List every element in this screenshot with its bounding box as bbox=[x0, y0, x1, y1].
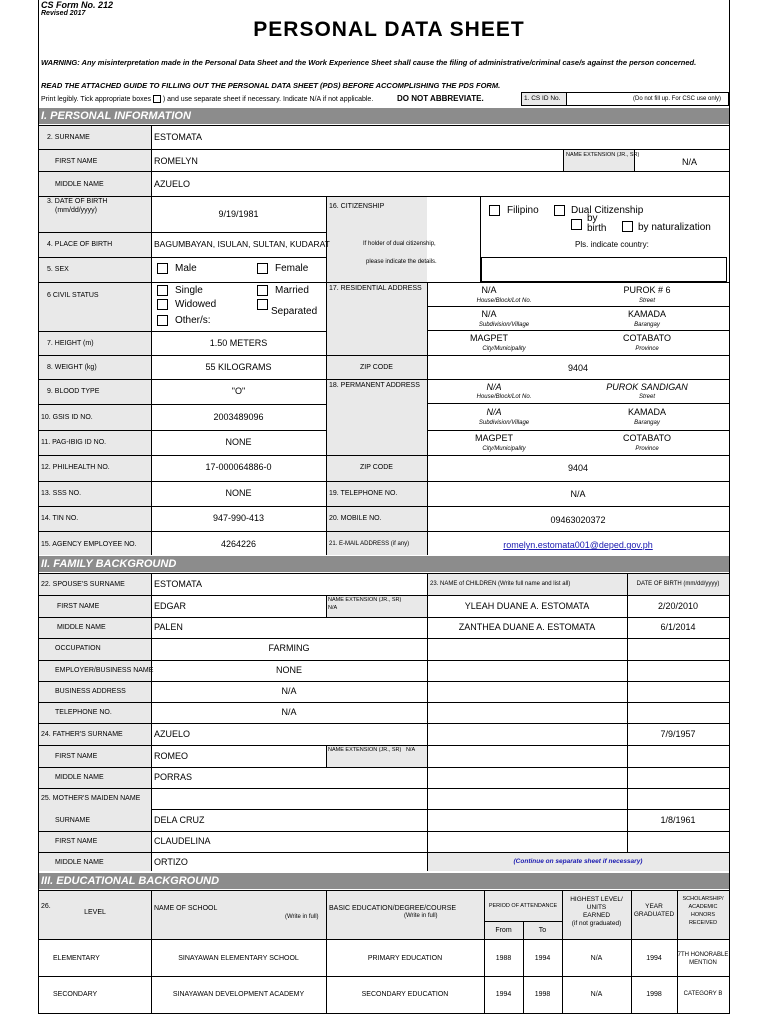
married-label: Married bbox=[275, 285, 309, 296]
mother-surname-label: SURNAME bbox=[55, 817, 91, 824]
mobile-label: 20. MOBILE NO. bbox=[329, 515, 382, 522]
sch-d: RECEIVED bbox=[688, 920, 718, 926]
middle-name-value[interactable]: AZUELO bbox=[154, 179, 191, 189]
perm-house-caption: House/Block/Lot No. bbox=[476, 394, 532, 400]
gsis-label: 10. GSIS ID NO. bbox=[41, 414, 93, 421]
father-middle-label: MIDDLE NAME bbox=[55, 774, 104, 781]
perm-city-value[interactable]: MAGPET bbox=[474, 433, 513, 443]
res-zip-value[interactable]: 9404 bbox=[567, 363, 589, 373]
agency-employee-label: 15. AGENCY EMPLOYEE NO. bbox=[41, 541, 137, 548]
occupation-value[interactable]: FARMING bbox=[268, 643, 310, 653]
dob-format: (mm/dd/yyyy) bbox=[55, 207, 97, 214]
tick-box-sample bbox=[153, 95, 161, 103]
female-label: Female bbox=[275, 263, 309, 274]
secondary-honors[interactable]: CATEGORY B bbox=[683, 991, 723, 997]
form-number: CS Form No. 212 bbox=[41, 0, 114, 10]
read-guide-text: READ THE ATTACHED GUIDE TO FILLING OUT THE PERSONAL DATA SHEET (PDS) BEFORE ACCOMPLISHING THE PDS FORM. bbox=[41, 81, 501, 90]
from-header: From bbox=[495, 927, 512, 934]
height-value[interactable]: 1.50 METERS bbox=[209, 338, 268, 348]
res-province-value[interactable]: COTABATO bbox=[622, 333, 671, 343]
dual-note-a: If holder of dual citizenship, bbox=[363, 241, 436, 247]
elementary-honors[interactable] bbox=[677, 951, 729, 967]
mother-middle-label: MIDDLE NAME bbox=[55, 859, 104, 866]
by-birth-a: by bbox=[587, 213, 598, 224]
street-caption: Street bbox=[638, 298, 655, 304]
father-ext-value[interactable]: N/A bbox=[405, 747, 416, 753]
surname-label: 2. SURNAME bbox=[47, 134, 90, 141]
pob-value[interactable]: BAGUMBAYAN, ISULAN, SULTAN, KUDARAT bbox=[154, 239, 330, 249]
secondary-course[interactable]: SECONDARY EDUCATION bbox=[361, 991, 449, 998]
blood-type-label: 9. BLOOD TYPE bbox=[47, 388, 100, 395]
res-house-value[interactable]: N/A bbox=[481, 285, 497, 295]
perm-barangay-caption: Barangay bbox=[634, 420, 660, 426]
mother-maiden-name-label: 25. MOTHER'S MAIDEN NAME bbox=[41, 795, 141, 802]
telephone-label: 19. TELEPHONE NO. bbox=[329, 490, 398, 497]
cs-id-label-box bbox=[521, 92, 567, 106]
elementary-honors-a: 7TH HONORABLE bbox=[677, 952, 729, 958]
child-1-dob[interactable]: 2/20/2010 bbox=[657, 601, 699, 611]
citizenship-label: 16. CITIZENSHIP bbox=[329, 203, 385, 210]
elementary-level: ELEMENTARY bbox=[53, 955, 100, 962]
highest-level-header bbox=[562, 896, 631, 928]
continue-note: (Continue on separate sheet if necessary) bbox=[513, 858, 643, 865]
perm-street-value[interactable]: PUROK SANDIGAN bbox=[606, 382, 688, 392]
elementary-to[interactable]: 1994 bbox=[534, 955, 551, 962]
female-checkbox[interactable] bbox=[257, 263, 268, 274]
child-1-name[interactable]: YLEAH DUANE A. ESTOMATA bbox=[464, 601, 590, 611]
sch-a: SCHOLARSHIP/ bbox=[682, 896, 724, 902]
father-first-value[interactable]: ROMEO bbox=[154, 751, 189, 761]
father-middle-value[interactable]: PORRAS bbox=[154, 772, 193, 782]
father-dob[interactable]: 7/9/1957 bbox=[660, 729, 696, 739]
elementary-honors-b: MENTION bbox=[689, 960, 717, 966]
country-field[interactable] bbox=[481, 257, 727, 282]
business-address-label: BUSINESS ADDRESS bbox=[55, 688, 126, 695]
secondary-school[interactable]: SINAYAWAN DEVELOPMENT ACADEMY bbox=[172, 991, 305, 998]
dual-citizenship-checkbox[interactable] bbox=[554, 205, 565, 216]
telephone-no-label: TELEPHONE NO. bbox=[55, 709, 112, 716]
blood-type-value[interactable]: "O" bbox=[231, 386, 246, 396]
spouse-surname-label: 22. SPOUSE'S SURNAME bbox=[41, 581, 125, 588]
male-checkbox[interactable] bbox=[157, 263, 168, 274]
school-header: NAME OF SCHOOL bbox=[154, 905, 218, 912]
spouse-ext-label: NAME EXTENSION (JR., SR) bbox=[328, 597, 402, 603]
tin-value[interactable]: 947-990-413 bbox=[212, 513, 265, 523]
dob-label: 3. DATE OF BIRTH bbox=[47, 198, 108, 205]
telephone-no-value[interactable]: N/A bbox=[281, 707, 297, 717]
res-subdivision-value[interactable]: N/A bbox=[481, 309, 497, 319]
child-2-name[interactable]: ZANTHEA DUANE A. ESTOMATA bbox=[458, 622, 596, 632]
married-checkbox[interactable] bbox=[257, 285, 268, 296]
year-graduated-header bbox=[631, 903, 677, 919]
spouse-middle-label: MIDDLE NAME bbox=[57, 624, 106, 631]
res-barangay-value[interactable]: KAMADA bbox=[627, 309, 666, 319]
indicate-country-label: Pls. indicate country: bbox=[575, 240, 649, 249]
spouse-surname-value[interactable]: ESTOMATA bbox=[154, 579, 203, 589]
barangay-caption: Barangay bbox=[634, 322, 660, 328]
elementary-school[interactable]: SINAYAWAN ELEMENTARY SCHOOL bbox=[178, 955, 299, 962]
perm-city-caption: City/Municipality bbox=[482, 446, 526, 452]
instructions bbox=[41, 95, 373, 103]
course-header: BASIC EDUCATION/DEGREE/COURSE bbox=[329, 905, 457, 912]
mobile-value[interactable]: 09463020372 bbox=[550, 515, 606, 525]
perm-province-caption: Province bbox=[635, 446, 659, 452]
filipino-label: Filipino bbox=[507, 205, 539, 216]
section-personal-information: I. PERSONAL INFORMATION bbox=[39, 108, 729, 124]
education-number: 26. bbox=[41, 903, 51, 910]
pagibig-label: 11. PAG-IBIG ID NO. bbox=[41, 439, 107, 446]
dual-citizenship-label: Dual Citizenship bbox=[571, 205, 644, 216]
first-name-value[interactable]: ROMELYN bbox=[154, 156, 198, 166]
elementary-course[interactable]: PRIMARY EDUCATION bbox=[367, 955, 443, 962]
to-header: To bbox=[538, 927, 547, 934]
single-checkbox[interactable] bbox=[157, 285, 168, 296]
father-surname-value[interactable]: AZUELO bbox=[154, 729, 191, 739]
by-birth-checkbox[interactable] bbox=[571, 219, 582, 230]
civil-status-label: 6 CIVIL STATUS bbox=[47, 292, 99, 299]
perm-subdivision-caption: Subdivision/Village bbox=[478, 420, 530, 426]
tin-label: 14. TIN NO. bbox=[41, 515, 79, 522]
house-caption: House/Block/Lot No. bbox=[476, 298, 532, 304]
business-address-value[interactable]: N/A bbox=[281, 686, 297, 696]
spouse-middle-value[interactable]: PALEN bbox=[154, 622, 183, 632]
cs-id-note: (Do not fill up. For CSC use only) bbox=[633, 96, 722, 102]
weight-label: 8. WEIGHT (kg) bbox=[47, 364, 97, 371]
email-label: 21. E-MAIL ADDRESS (if any) bbox=[329, 541, 410, 547]
secondary-from[interactable]: 1994 bbox=[495, 991, 512, 998]
instructions-part-a: Print legibly. Tick appropriate boxes bbox=[41, 95, 151, 103]
surname-value[interactable]: ESTOMATA bbox=[154, 132, 203, 142]
page-title: PERSONAL DATA SHEET bbox=[253, 18, 525, 41]
children-label: 23. NAME of CHILDREN (Write full name and list all) bbox=[430, 581, 571, 587]
year-a: YEAR bbox=[645, 903, 663, 910]
mother-middle-value[interactable]: ORTIZO bbox=[154, 857, 188, 867]
residential-address-label: 17. RESIDENTIAL ADDRESS bbox=[329, 285, 422, 292]
elementary-from[interactable]: 1988 bbox=[495, 955, 512, 962]
elementary-highest[interactable]: N/A bbox=[590, 955, 603, 962]
father-ext-label: NAME EXTENSION (JR., SR) bbox=[328, 747, 402, 753]
level-header: LEVEL bbox=[84, 909, 106, 916]
employer-value[interactable]: NONE bbox=[275, 665, 302, 675]
pob-label: 4. PLACE OF BIRTH bbox=[47, 241, 113, 248]
height-label: 7. HEIGHT (m) bbox=[47, 340, 94, 347]
separated-label: Separated bbox=[271, 306, 318, 317]
email-link[interactable]: romelyn.estomata001@deped.gov.ph bbox=[503, 540, 653, 550]
perm-house-value[interactable]: N/A bbox=[486, 382, 502, 392]
pagibig-value[interactable]: NONE bbox=[225, 437, 252, 447]
province-caption: Province bbox=[635, 346, 659, 352]
spouse-first-label: FIRST NAME bbox=[57, 603, 100, 610]
by-birth-b: birth bbox=[587, 223, 607, 234]
sch-b: ACADEMIC bbox=[688, 904, 718, 910]
filipino-checkbox[interactable] bbox=[489, 205, 500, 216]
secondary-highest[interactable]: N/A bbox=[590, 991, 603, 998]
occupation-label: OCCUPATION bbox=[55, 645, 101, 652]
child-2-dob[interactable]: 6/1/2014 bbox=[660, 622, 696, 632]
first-name-label: FIRST NAME bbox=[55, 158, 98, 165]
perm-subdivision-value[interactable]: N/A bbox=[486, 407, 502, 417]
perm-zip-value[interactable]: 9404 bbox=[567, 463, 589, 473]
form-revised: Revised 2017 bbox=[41, 10, 86, 17]
cs-id-field[interactable] bbox=[566, 92, 729, 106]
by-naturalization-checkbox[interactable] bbox=[622, 221, 633, 232]
res-zip-label: ZIP CODE bbox=[360, 364, 393, 371]
by-birth-label bbox=[587, 214, 606, 234]
period-header: PERIOD OF ATTENDANCE bbox=[488, 903, 558, 909]
section-family-background: II. FAMILY BACKGROUND bbox=[39, 556, 729, 572]
philhealth-value[interactable]: 17-000064886-0 bbox=[205, 462, 272, 472]
section-educational-background: III. EDUCATIONAL BACKGROUND bbox=[39, 873, 729, 889]
city-caption: City/Municipality bbox=[482, 346, 526, 352]
others-checkbox[interactable] bbox=[157, 315, 168, 326]
spouse-first-value[interactable]: EDGAR bbox=[154, 601, 187, 611]
employer-label: EMPLOYER/BUSINESS NAME bbox=[55, 667, 154, 674]
pds-sheet bbox=[38, 0, 730, 1014]
highest-a: HIGHEST LEVEL/ bbox=[570, 896, 623, 903]
perm-barangay-value[interactable]: KAMADA bbox=[627, 407, 666, 417]
dob-value[interactable]: 9/19/1981 bbox=[218, 209, 259, 219]
permanent-address-label: 18. PERMANENT ADDRESS bbox=[329, 382, 420, 389]
perm-zip-label: ZIP CODE bbox=[360, 464, 393, 471]
father-ext bbox=[328, 747, 415, 753]
widowed-checkbox[interactable] bbox=[157, 299, 168, 310]
highest-c: EARNED bbox=[582, 912, 611, 919]
instructions-part-b: ) and use separate sheet if necessary. Indicate N/A if not applicable. bbox=[162, 95, 374, 103]
mother-dob[interactable]: 1/8/1961 bbox=[660, 815, 696, 825]
mother-first-label: FIRST NAME bbox=[55, 838, 98, 845]
male-label: Male bbox=[175, 263, 197, 274]
agency-employee-value[interactable]: 4264226 bbox=[220, 539, 257, 549]
separated-checkbox[interactable] bbox=[257, 299, 268, 310]
sex-label: 5. SEX bbox=[47, 266, 69, 273]
by-naturalization-label: by naturalization bbox=[638, 222, 711, 233]
name-extension-value[interactable]: N/A bbox=[682, 157, 698, 167]
single-label: Single bbox=[175, 285, 203, 296]
spouse-ext-value[interactable]: N/A bbox=[328, 605, 338, 611]
highest-d: (if not graduated) bbox=[571, 920, 622, 927]
res-street-value[interactable]: PUROK # 6 bbox=[623, 285, 671, 295]
perm-province-value[interactable]: COTABATO bbox=[622, 433, 671, 443]
warning-text: WARNING: Any misinterpretation made in the Personal Data Sheet and the Work Experience Sheet shall cause the filing of administrative/criminal case/s against the person concerned. bbox=[41, 58, 697, 67]
perm-street-caption: Street bbox=[638, 394, 655, 400]
sss-value[interactable]: NONE bbox=[225, 488, 252, 498]
subdivision-caption: Subdivision/Village bbox=[478, 322, 530, 328]
sch-c: HONORS bbox=[690, 912, 716, 918]
year-b: GRADUATED bbox=[633, 911, 675, 918]
name-extension-label: NAME EXTENSION (JR., SR) bbox=[566, 152, 640, 158]
res-city-value[interactable]: MAGPET bbox=[469, 333, 508, 343]
widowed-label: Widowed bbox=[175, 299, 217, 310]
philhealth-label: 12. PHILHEALTH NO. bbox=[41, 464, 110, 471]
secondary-to[interactable]: 1998 bbox=[534, 991, 551, 998]
course-subheader: (Write in full) bbox=[404, 913, 438, 919]
scholarship-header bbox=[677, 895, 729, 927]
mother-first-value[interactable]: CLAUDELINA bbox=[154, 836, 211, 846]
highest-b: UNITS bbox=[586, 904, 607, 911]
children-dob-label: DATE OF BIRTH (mm/dd/yyyy) bbox=[636, 581, 720, 587]
cs-id-label: 1. CS ID No. bbox=[524, 95, 561, 102]
dual-note-b: please indicate the details. bbox=[366, 259, 437, 265]
secondary-level: SECONDARY bbox=[53, 991, 98, 998]
gsis-value[interactable]: 2003489096 bbox=[213, 412, 264, 422]
weight-value[interactable]: 55 KILOGRAMS bbox=[205, 362, 272, 372]
sss-label: 13. SSS NO. bbox=[41, 490, 82, 497]
elementary-year[interactable]: 1994 bbox=[646, 955, 662, 962]
school-subheader: (Write in full) bbox=[285, 914, 319, 920]
secondary-year[interactable]: 1998 bbox=[646, 991, 662, 998]
middle-name-label: MIDDLE NAME bbox=[55, 181, 104, 188]
father-first-label: FIRST NAME bbox=[55, 753, 98, 760]
telephone-value[interactable]: N/A bbox=[570, 489, 586, 499]
others-label: Other/s: bbox=[175, 315, 211, 326]
father-surname-label: 24. FATHER'S SURNAME bbox=[41, 731, 123, 738]
mother-surname-value[interactable]: DELA CRUZ bbox=[154, 815, 205, 825]
do-not-abbreviate: DO NOT ABBREVIATE. bbox=[397, 94, 484, 103]
